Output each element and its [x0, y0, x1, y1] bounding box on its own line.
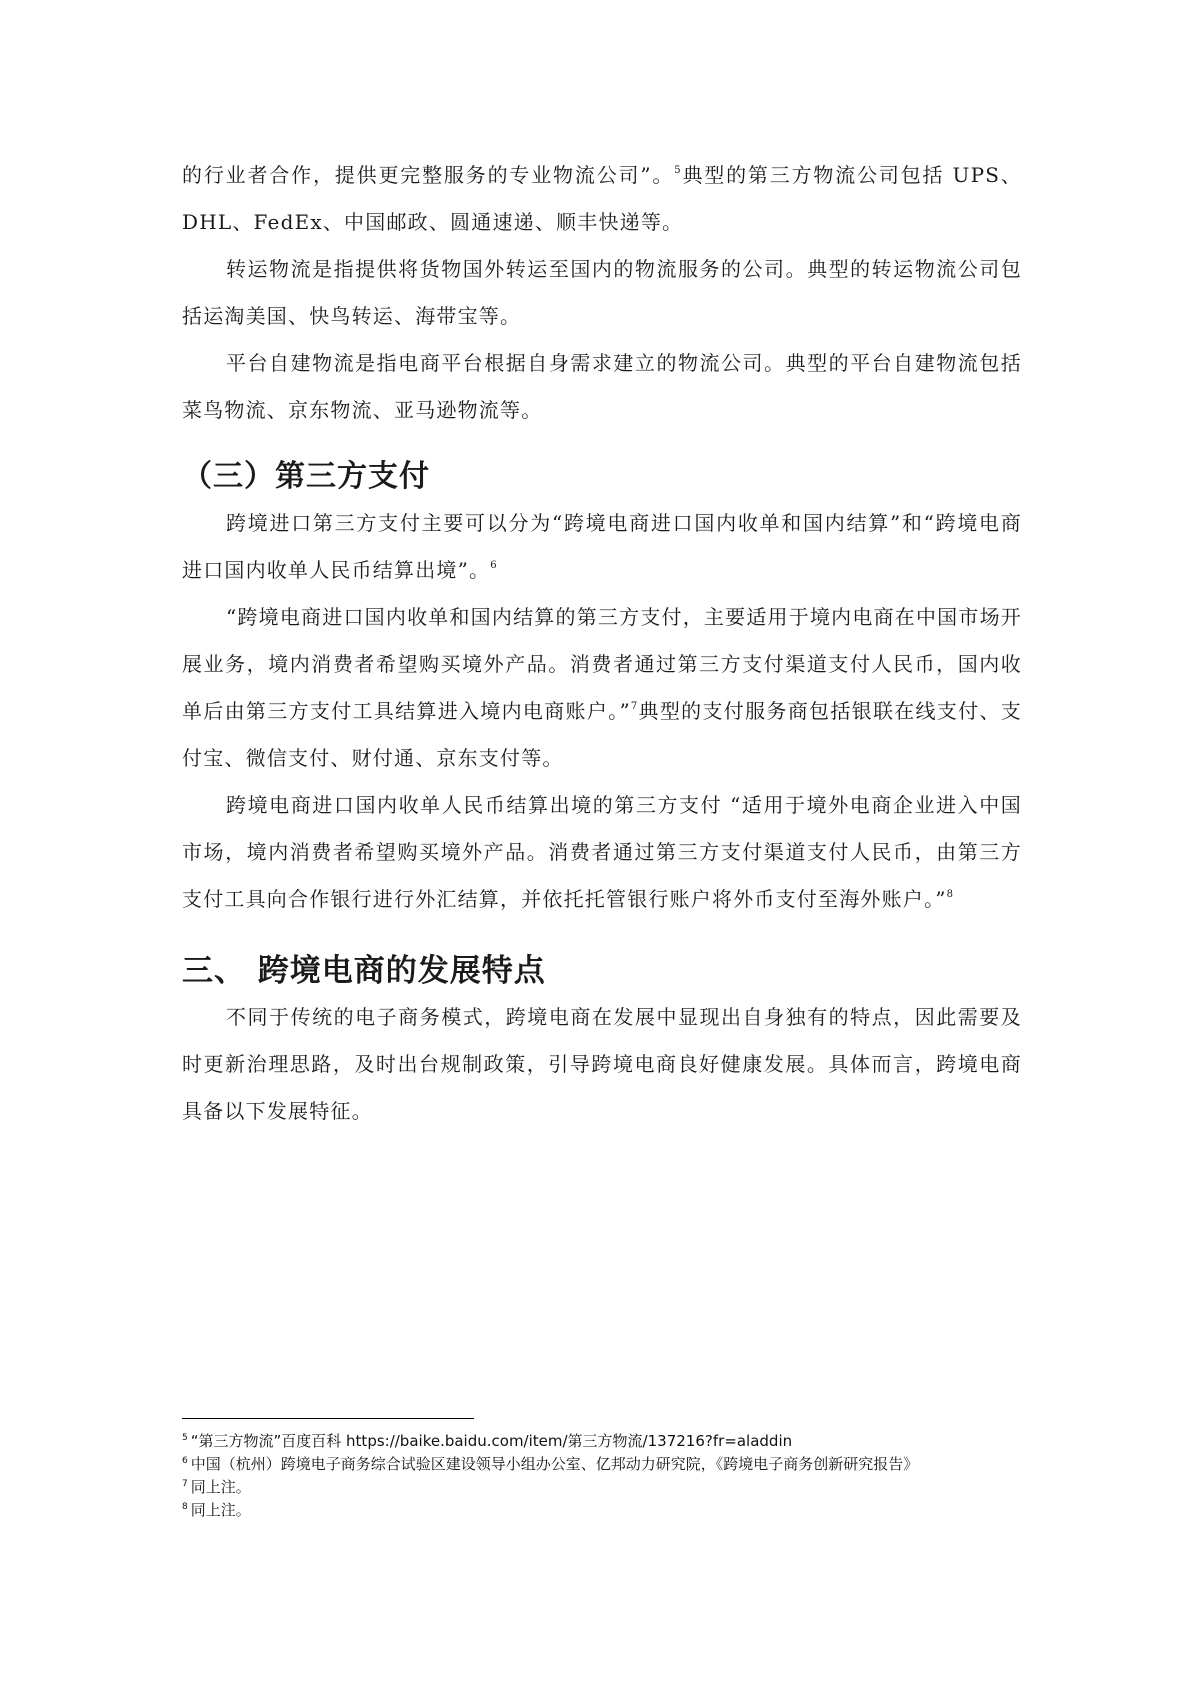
footnote-ref-7[interactable]: 7	[630, 701, 639, 712]
paragraph-text: 的行业者合作，提供更完整服务的专业物流公司”。	[182, 163, 675, 187]
paragraph-text: “跨境电商进口国内收单和国内结算的第三方支付，主要适用于境内电商在中国市场开展业务，境内消费者希望购买境外产品。消费者通过第三方支付渠道支付人民币，国内收单后由第三方支付工具结算进入境内电商账户。”	[182, 605, 1022, 723]
footnote-7	[182, 1476, 1022, 1499]
footnote-5	[182, 1430, 1022, 1453]
footnotes	[182, 1430, 1022, 1522]
paragraph-domestic-settlement	[182, 594, 1022, 782]
footnote-text: 中国（杭州）跨境电子商务综合试验区建设领导小组办公室、亿邦动力研究院，《跨境电子商务创新研究报告》	[190, 1455, 919, 1473]
footnote-ref-5[interactable]: 5	[674, 165, 682, 176]
footnote-number: 8	[182, 1502, 188, 1512]
paragraph-third-party-logistics-end	[182, 152, 1022, 246]
paragraph-transfer-logistics: 转运物流是指提供将货物国外转运至国内的物流服务的公司。典型的转运物流公司包括运淘美国、快鸟转运、海带宝等。	[182, 257, 1022, 328]
footnote-separator	[182, 1418, 474, 1419]
footnote-text: 同上注。	[190, 1478, 251, 1496]
footnote-ref-8[interactable]: 8	[946, 889, 955, 900]
paragraph-payment-categories	[182, 500, 1022, 594]
footnote-number: 5	[182, 1433, 188, 1443]
paragraph-text: 跨境进口第三方支付主要可以分为“跨境电商进口国内收单和国内结算”和“跨境电商进口国内收单人民币结算出境”。	[182, 511, 1022, 582]
footnote-8	[182, 1499, 1022, 1522]
footnote-number: 6	[182, 1456, 188, 1466]
paragraph-text: 跨境电商进口国内收单人民币结算出境的第三方支付 “适用于境外电商企业进入中国市场，境内消费者希望购买境外产品。消费者通过第三方支付渠道支付人民币，由第三方支付工具向合作银行进行外汇结算，并依托托管银行账户将外币支付至海外账户。”	[182, 793, 1022, 911]
paragraph-development-features: 不同于传统的电子商务模式，跨境电商在发展中显现出自身独有的特点，因此需要及时更新治理思路，及时出台规制政策，引导跨境电商良好健康发展。具体而言，跨境电商具备以下发展特征。	[182, 1005, 1022, 1123]
paragraph-text: 典型的第三方物流公司包括 UPS、DHL、FedEx、中国邮政、圆通速递、顺丰快递等。	[182, 163, 1022, 234]
body-content	[182, 152, 1022, 1135]
footnote-text: 同上注。	[190, 1501, 251, 1519]
paragraph-rmb-settlement-outbound	[182, 782, 1022, 923]
subheading-third-party-payment: （三）第三方支付	[182, 459, 430, 494]
paragraph-text: 典型的支付服务商包括银联在线支付、支付宝、微信支付、财付通、京东支付等。	[182, 699, 1022, 770]
footnote-ref-6[interactable]: 6	[490, 560, 498, 571]
footnote-number: 7	[182, 1479, 188, 1489]
paragraph-platform-logistics: 平台自建物流是指电商平台根据自身需求建立的物流公司。典型的平台自建物流包括菜鸟物流、京东物流、亚马逊物流等。	[182, 351, 1022, 422]
footnote-text: “第三方物流”百度百科 https://baike.baidu.com/item/第三方物流/137216?fr=aladdin	[190, 1432, 793, 1450]
section-heading-development-features: 三、 跨境电商的发展特点	[182, 953, 546, 989]
footnote-6	[182, 1453, 1022, 1476]
